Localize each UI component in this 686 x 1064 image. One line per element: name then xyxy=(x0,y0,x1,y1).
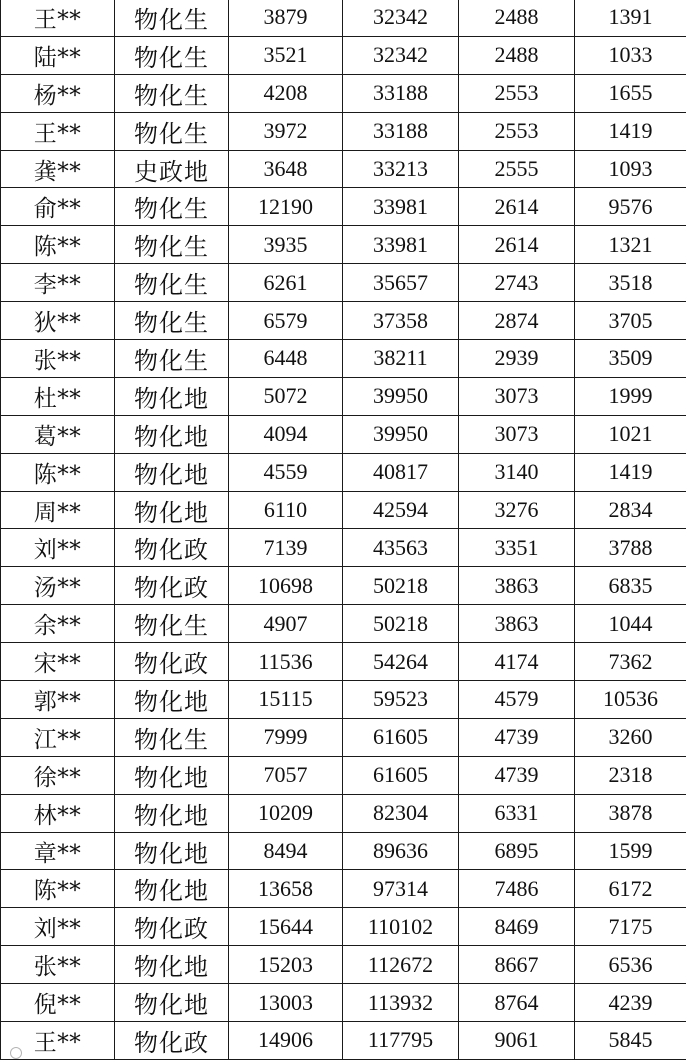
value-cell-3: 3863 xyxy=(459,605,575,643)
value-cell-1: 6110 xyxy=(229,491,343,529)
value-cell-3: 4174 xyxy=(459,643,575,681)
value-cell-3: 4579 xyxy=(459,681,575,719)
value-cell-4: 6835 xyxy=(575,567,686,605)
value-cell-4: 1033 xyxy=(575,36,686,74)
value-cell-4: 1655 xyxy=(575,74,686,112)
table-row xyxy=(1,0,686,36)
table-row xyxy=(1,150,686,188)
subject-combo-cell: 物化政 xyxy=(115,1022,229,1060)
value-cell-2: 33981 xyxy=(343,188,459,226)
student-name-cell: 宋** xyxy=(1,643,115,681)
value-cell-1: 12190 xyxy=(229,188,343,226)
student-name-cell: 李** xyxy=(1,264,115,302)
value-cell-4: 3878 xyxy=(575,794,686,832)
value-cell-1: 13658 xyxy=(229,870,343,908)
value-cell-2: 61605 xyxy=(343,718,459,756)
value-cell-2: 42594 xyxy=(343,491,459,529)
table-row xyxy=(1,794,686,832)
value-cell-4: 1391 xyxy=(575,0,686,36)
subject-combo-cell: 物化地 xyxy=(115,832,229,870)
subject-combo-cell: 物化政 xyxy=(115,908,229,946)
value-cell-3: 8469 xyxy=(459,908,575,946)
value-cell-3: 8667 xyxy=(459,946,575,984)
value-cell-1: 10209 xyxy=(229,794,343,832)
table-row xyxy=(1,718,686,756)
value-cell-4: 1321 xyxy=(575,226,686,264)
value-cell-1: 7139 xyxy=(229,529,343,567)
value-cell-4: 2834 xyxy=(575,491,686,529)
value-cell-2: 38211 xyxy=(343,340,459,378)
value-cell-1: 7999 xyxy=(229,718,343,756)
value-cell-1: 4559 xyxy=(229,453,343,491)
value-cell-3: 2488 xyxy=(459,36,575,74)
subject-combo-cell: 物化地 xyxy=(115,491,229,529)
value-cell-1: 6448 xyxy=(229,340,343,378)
subject-combo-cell: 物化地 xyxy=(115,377,229,415)
value-cell-1: 4094 xyxy=(229,415,343,453)
table-row xyxy=(1,340,686,378)
table-row xyxy=(1,605,686,643)
student-name-cell: 杨** xyxy=(1,74,115,112)
value-cell-3: 2555 xyxy=(459,150,575,188)
table-row xyxy=(1,226,686,264)
value-cell-3: 2743 xyxy=(459,264,575,302)
table-row xyxy=(1,529,686,567)
value-cell-2: 110102 xyxy=(343,908,459,946)
student-name-cell: 陆** xyxy=(1,36,115,74)
value-cell-2: 117795 xyxy=(343,1022,459,1060)
value-cell-1: 6579 xyxy=(229,302,343,340)
value-cell-1: 15644 xyxy=(229,908,343,946)
table-row xyxy=(1,984,686,1022)
subject-combo-cell: 物化生 xyxy=(115,74,229,112)
value-cell-3: 2874 xyxy=(459,302,575,340)
value-cell-2: 82304 xyxy=(343,794,459,832)
student-name-cell: 陈** xyxy=(1,453,115,491)
subject-combo-cell: 史政地 xyxy=(115,150,229,188)
subject-combo-cell: 物化生 xyxy=(115,226,229,264)
subject-combo-cell: 物化生 xyxy=(115,340,229,378)
value-cell-2: 33188 xyxy=(343,112,459,150)
student-name-cell: 狄** xyxy=(1,302,115,340)
value-cell-1: 3972 xyxy=(229,112,343,150)
value-cell-2: 39950 xyxy=(343,377,459,415)
student-name-cell: 俞** xyxy=(1,188,115,226)
student-name-cell: 徐** xyxy=(1,756,115,794)
value-cell-2: 59523 xyxy=(343,681,459,719)
value-cell-4: 2318 xyxy=(575,756,686,794)
subject-combo-cell: 物化生 xyxy=(115,36,229,74)
table-row xyxy=(1,377,686,415)
table-row xyxy=(1,112,686,150)
student-name-cell: 张** xyxy=(1,340,115,378)
value-cell-3: 3140 xyxy=(459,453,575,491)
value-cell-1: 3935 xyxy=(229,226,343,264)
value-cell-4: 3788 xyxy=(575,529,686,567)
value-cell-4: 6172 xyxy=(575,870,686,908)
table-row xyxy=(1,1022,686,1060)
value-cell-3: 3351 xyxy=(459,529,575,567)
subject-combo-cell: 物化地 xyxy=(115,984,229,1022)
value-cell-2: 32342 xyxy=(343,36,459,74)
student-name-cell: 龚** xyxy=(1,150,115,188)
student-name-cell: 王** xyxy=(1,112,115,150)
value-cell-4: 1419 xyxy=(575,112,686,150)
subject-combo-cell: 物化地 xyxy=(115,946,229,984)
value-cell-3: 3276 xyxy=(459,491,575,529)
value-cell-3: 6331 xyxy=(459,794,575,832)
value-cell-3: 2614 xyxy=(459,188,575,226)
student-name-cell: 汤** xyxy=(1,567,115,605)
value-cell-1: 4907 xyxy=(229,605,343,643)
value-cell-2: 40817 xyxy=(343,453,459,491)
subject-combo-cell: 物化地 xyxy=(115,794,229,832)
value-cell-4: 3705 xyxy=(575,302,686,340)
value-cell-1: 3879 xyxy=(229,0,343,36)
student-name-cell: 刘** xyxy=(1,529,115,567)
value-cell-1: 15115 xyxy=(229,681,343,719)
value-cell-1: 14906 xyxy=(229,1022,343,1060)
student-name-cell: 余** xyxy=(1,605,115,643)
value-cell-2: 37358 xyxy=(343,302,459,340)
table-row xyxy=(1,567,686,605)
value-cell-1: 7057 xyxy=(229,756,343,794)
value-cell-3: 3863 xyxy=(459,567,575,605)
value-cell-2: 32342 xyxy=(343,0,459,36)
value-cell-2: 39950 xyxy=(343,415,459,453)
table-row xyxy=(1,74,686,112)
value-cell-3: 2553 xyxy=(459,74,575,112)
subject-combo-cell: 物化政 xyxy=(115,643,229,681)
value-cell-4: 6536 xyxy=(575,946,686,984)
table-row xyxy=(1,188,686,226)
value-cell-2: 35657 xyxy=(343,264,459,302)
score-table-body xyxy=(1,0,686,1059)
value-cell-4: 4239 xyxy=(575,984,686,1022)
value-cell-4: 1093 xyxy=(575,150,686,188)
value-cell-1: 15203 xyxy=(229,946,343,984)
subject-combo-cell: 物化生 xyxy=(115,605,229,643)
student-name-cell: 刘** xyxy=(1,908,115,946)
value-cell-2: 89636 xyxy=(343,832,459,870)
student-name-cell: 郭** xyxy=(1,681,115,719)
student-name-cell: 周** xyxy=(1,491,115,529)
value-cell-2: 43563 xyxy=(343,529,459,567)
value-cell-4: 7362 xyxy=(575,643,686,681)
subject-combo-cell: 物化生 xyxy=(115,112,229,150)
subject-combo-cell: 物化政 xyxy=(115,567,229,605)
value-cell-4: 3518 xyxy=(575,264,686,302)
student-name-cell: 江** xyxy=(1,718,115,756)
value-cell-2: 33213 xyxy=(343,150,459,188)
value-cell-4: 9576 xyxy=(575,188,686,226)
value-cell-1: 13003 xyxy=(229,984,343,1022)
table-row xyxy=(1,491,686,529)
student-name-cell: 王** xyxy=(1,0,115,36)
subject-combo-cell: 物化地 xyxy=(115,415,229,453)
value-cell-1: 3648 xyxy=(229,150,343,188)
value-cell-3: 9061 xyxy=(459,1022,575,1060)
value-cell-4: 10536 xyxy=(575,681,686,719)
value-cell-3: 3073 xyxy=(459,377,575,415)
table-row xyxy=(1,643,686,681)
value-cell-2: 50218 xyxy=(343,567,459,605)
value-cell-1: 6261 xyxy=(229,264,343,302)
value-cell-2: 33188 xyxy=(343,74,459,112)
student-name-cell: 陈** xyxy=(1,870,115,908)
value-cell-3: 2553 xyxy=(459,112,575,150)
value-cell-2: 112672 xyxy=(343,946,459,984)
table-row xyxy=(1,264,686,302)
value-cell-2: 50218 xyxy=(343,605,459,643)
table-row xyxy=(1,36,686,74)
value-cell-3: 6895 xyxy=(459,832,575,870)
student-name-cell: 倪** xyxy=(1,984,115,1022)
value-cell-1: 8494 xyxy=(229,832,343,870)
table-row xyxy=(1,946,686,984)
subject-combo-cell: 物化地 xyxy=(115,453,229,491)
value-cell-2: 113932 xyxy=(343,984,459,1022)
value-cell-3: 2614 xyxy=(459,226,575,264)
value-cell-4: 1999 xyxy=(575,377,686,415)
subject-combo-cell: 物化生 xyxy=(115,718,229,756)
value-cell-4: 3509 xyxy=(575,340,686,378)
subject-combo-cell: 物化生 xyxy=(115,264,229,302)
subject-combo-cell: 物化生 xyxy=(115,188,229,226)
value-cell-2: 97314 xyxy=(343,870,459,908)
value-cell-1: 3521 xyxy=(229,36,343,74)
value-cell-1: 4208 xyxy=(229,74,343,112)
table-row xyxy=(1,756,686,794)
value-cell-3: 8764 xyxy=(459,984,575,1022)
value-cell-3: 2939 xyxy=(459,340,575,378)
student-name-cell: 葛** xyxy=(1,415,115,453)
student-name-cell: 章** xyxy=(1,832,115,870)
value-cell-1: 11536 xyxy=(229,643,343,681)
student-name-cell: 杜** xyxy=(1,377,115,415)
value-cell-4: 1044 xyxy=(575,605,686,643)
value-cell-4: 7175 xyxy=(575,908,686,946)
table-row xyxy=(1,908,686,946)
value-cell-3: 4739 xyxy=(459,718,575,756)
subject-combo-cell: 物化地 xyxy=(115,681,229,719)
table-row xyxy=(1,453,686,491)
value-cell-1: 5072 xyxy=(229,377,343,415)
value-cell-4: 5845 xyxy=(575,1022,686,1060)
value-cell-2: 33981 xyxy=(343,226,459,264)
table-row xyxy=(1,302,686,340)
value-cell-4: 1419 xyxy=(575,453,686,491)
value-cell-1: 10698 xyxy=(229,567,343,605)
student-name-cell: 林** xyxy=(1,794,115,832)
table-row xyxy=(1,832,686,870)
value-cell-4: 3260 xyxy=(575,718,686,756)
subject-combo-cell: 物化生 xyxy=(115,0,229,36)
student-name-cell: 张** xyxy=(1,946,115,984)
value-cell-3: 4739 xyxy=(459,756,575,794)
value-cell-3: 3073 xyxy=(459,415,575,453)
table-row xyxy=(1,870,686,908)
value-cell-2: 54264 xyxy=(343,643,459,681)
subject-combo-cell: 物化生 xyxy=(115,302,229,340)
subject-combo-cell: 物化地 xyxy=(115,870,229,908)
value-cell-4: 1021 xyxy=(575,415,686,453)
subject-combo-cell: 物化地 xyxy=(115,756,229,794)
value-cell-2: 61605 xyxy=(343,756,459,794)
value-cell-3: 2488 xyxy=(459,0,575,36)
value-cell-4: 1599 xyxy=(575,832,686,870)
value-cell-3: 7486 xyxy=(459,870,575,908)
table-row xyxy=(1,415,686,453)
student-name-cell: 陈** xyxy=(1,226,115,264)
student-name-cell: 王** xyxy=(1,1022,115,1060)
subject-combo-cell: 物化政 xyxy=(115,529,229,567)
table-row xyxy=(1,681,686,719)
